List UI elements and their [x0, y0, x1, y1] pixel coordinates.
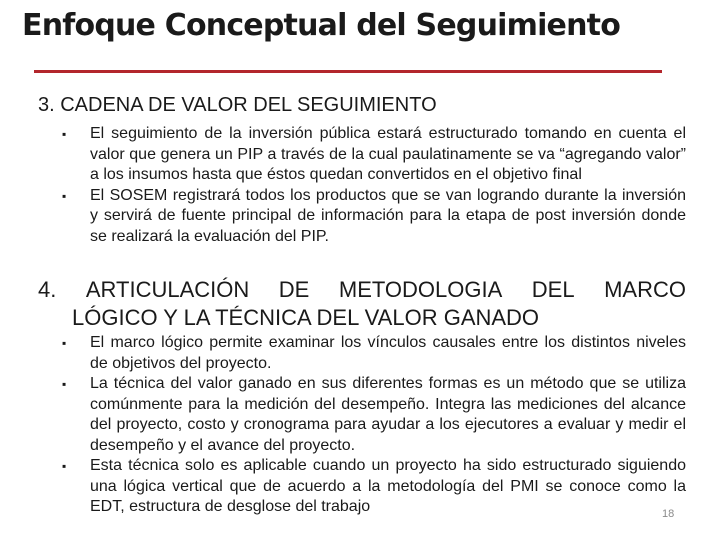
heading-line-2: LÓGICO Y LA TÉCNICA DEL VALOR GANADO	[72, 305, 540, 330]
bullet-list-section-3	[58, 124, 686, 247]
bullet-list-section-4	[58, 333, 686, 518]
bullet-square-icon: ▪	[62, 459, 67, 473]
heading-word: MARCO	[604, 277, 686, 302]
section-heading-4	[38, 276, 686, 332]
list-item-text: El marco lógico permite examinar los vínculos causales entre los distintos niveles de objetivos del proyecto.	[90, 334, 686, 372]
heading-word: METODOLOGIA	[338, 277, 503, 302]
heading-word: ARTICULACIÓN	[85, 277, 250, 302]
heading-word: DEL	[531, 277, 575, 302]
list-item	[58, 186, 686, 248]
list-item	[58, 333, 686, 374]
bullet-square-icon: ▪	[62, 188, 67, 203]
slide-title: Enfoque Conceptual del Seguimiento	[22, 8, 621, 43]
list-item-text: Esta técnica solo es aplicable cuando un proyecto ha sido estructurado siguiendo una lógica vertical que de acuerdo a la metodología del PMI se conoce como la EDT, estructura de desglose del trabajo	[90, 457, 686, 515]
section-heading-3: 3. CADENA DE VALOR DEL SEGUIMIENTO	[38, 94, 437, 116]
bullet-square-icon: ▪	[62, 127, 67, 141]
page-number: 18	[662, 508, 675, 520]
list-item	[58, 124, 686, 186]
list-item-text: El seguimiento de la inversión pública estará estructurado tomando en cuenta el valor que genera un PIP a través de la cual paulatinamente se va “agregando valor” a los insumos hasta que éstos quedan convertidos en el objetivo final	[90, 125, 686, 183]
list-item-text: El SOSEM registrará todos los productos que se van logrando durante la inversión y servirá de fuente principal de información para la etapa de post inversión donde se realizará la evaluación del PIP.	[90, 186, 686, 245]
heading-word: DE	[278, 277, 310, 302]
bullet-square-icon: ▪	[62, 377, 67, 391]
list-item	[58, 456, 686, 518]
list-item-text: La técnica del valor ganado en sus diferentes formas es un método que se utiliza comúnmente para la medición del desempeño. Integra las mediciones del alcance del proyecto, costo y cronograma para ayudar a los ejecutores a evaluar y medir el desempeño y el avance del proyecto.	[90, 375, 686, 454]
bullet-square-icon: ▪	[62, 336, 67, 350]
title-underline	[34, 70, 662, 73]
list-item	[58, 374, 686, 456]
heading-word: 4.	[38, 277, 57, 302]
